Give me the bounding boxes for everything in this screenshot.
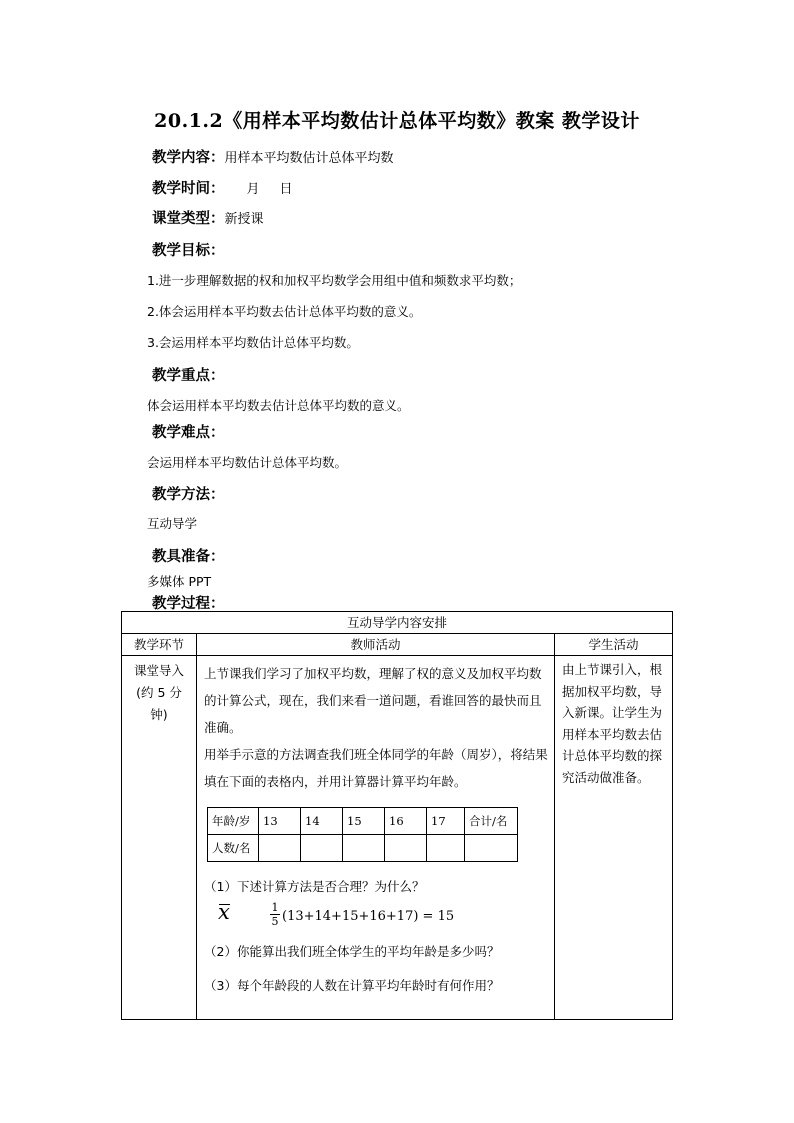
stage-line: 钟) <box>150 707 168 722</box>
time-label: 教学时间： <box>152 180 225 197</box>
question-3: （3）每个年龄段的人数在计算平均年龄时有何作用？ <box>204 978 500 993</box>
formula-fraction <box>270 901 280 928</box>
age-cell: 年龄/岁 <box>208 808 259 835</box>
process-table <box>121 611 673 1020</box>
header-stage: 教学环节 <box>122 634 197 656</box>
count-cell[interactable] <box>301 835 343 862</box>
difficulties-label: 教学难点： <box>152 424 225 441</box>
time-day: 日 <box>279 182 293 197</box>
page-title: 20.1.2《用样本平均数估计总体平均数》教案 教学设计 <box>154 110 640 132</box>
teacher-cell <box>197 656 555 1020</box>
age-table <box>207 807 518 862</box>
mean-formula <box>204 900 548 938</box>
header-teacher: 教师活动 <box>197 634 555 656</box>
age-cell: 15 <box>343 808 385 835</box>
difficulties-value: 会运用样本平均数估计总体平均数。 <box>147 455 348 470</box>
tools-label: 教具准备： <box>152 548 225 565</box>
fraction-numerator: 1 <box>271 901 279 914</box>
stage-line: (约 5 分 <box>136 685 182 700</box>
lesson-type-value: 新授课 <box>224 212 264 227</box>
objective-item: 1.进一步理解数据的权和加权平均数学会用组中值和频数求平均数； <box>147 273 522 288</box>
key-points-value: 体会运用样本平均数去估计总体平均数的意义。 <box>147 398 410 413</box>
count-cell: 人数/名 <box>208 835 259 862</box>
content-label: 教学内容： <box>152 149 225 166</box>
count-cell[interactable] <box>259 835 301 862</box>
age-cell: 17 <box>427 808 465 835</box>
lesson-type-row <box>152 207 264 228</box>
count-cell[interactable] <box>465 835 518 862</box>
age-cell: 13 <box>259 808 301 835</box>
teacher-paragraph: 用举手示意的方法调查我们班全体同学的年龄（周岁），将结果填在下面的表格内，并用计算器计算平均年龄。 <box>204 747 548 789</box>
count-cell[interactable] <box>427 835 465 862</box>
count-cell[interactable] <box>385 835 427 862</box>
age-cell: 16 <box>385 808 427 835</box>
content-value: 用样本平均数估计总体平均数 <box>224 151 394 166</box>
tools-value: 多媒体 PPT <box>147 574 212 589</box>
objectives-label: 教学目标： <box>152 242 225 259</box>
process-label: 教学过程： <box>152 595 225 612</box>
content-row <box>152 146 394 167</box>
stage-line: 课堂导入 <box>133 663 184 678</box>
objective-item: 2.体会运用样本平均数去估计总体平均数的意义。 <box>147 304 422 319</box>
lesson-type-label: 课堂类型： <box>152 210 225 227</box>
objective-item: 3.会运用样本平均数估计总体平均数。 <box>147 335 359 350</box>
age-cell: 合计/名 <box>465 808 518 835</box>
methods-label: 教学方法： <box>152 486 225 503</box>
header-student: 学生活动 <box>555 634 673 656</box>
formula-expression: (13+14+15+16+17) = 15 <box>282 909 455 924</box>
stage-cell <box>122 656 197 1020</box>
question-1: （1）下述计算方法是否合理？为什么？ <box>204 879 425 894</box>
table-caption: 互动导学内容安排 <box>122 612 673 634</box>
time-row <box>152 177 293 198</box>
fraction-denominator: 5 <box>271 915 279 928</box>
formula-variable: x <box>218 900 230 924</box>
age-cell: 14 <box>301 808 343 835</box>
methods-value: 互动导学 <box>147 516 198 531</box>
time-month: 月 <box>246 182 260 197</box>
student-cell: 由上节课引入，根据加权平均数，导入新课。让学生为用样本平均数去估计总体平均数的探究活动做准备。 <box>555 656 673 1020</box>
teacher-paragraph: 上节课我们学习了加权平均数，理解了权的意义及加权平均数的计算公式，现在，我们来看一道问题，看谁回答的最快而且准确。 <box>204 666 542 735</box>
question-2: （2）你能算出我们班全体学生的平均年龄是多少吗？ <box>204 944 500 959</box>
key-points-label: 教学重点： <box>152 367 225 384</box>
count-cell[interactable] <box>343 835 385 862</box>
